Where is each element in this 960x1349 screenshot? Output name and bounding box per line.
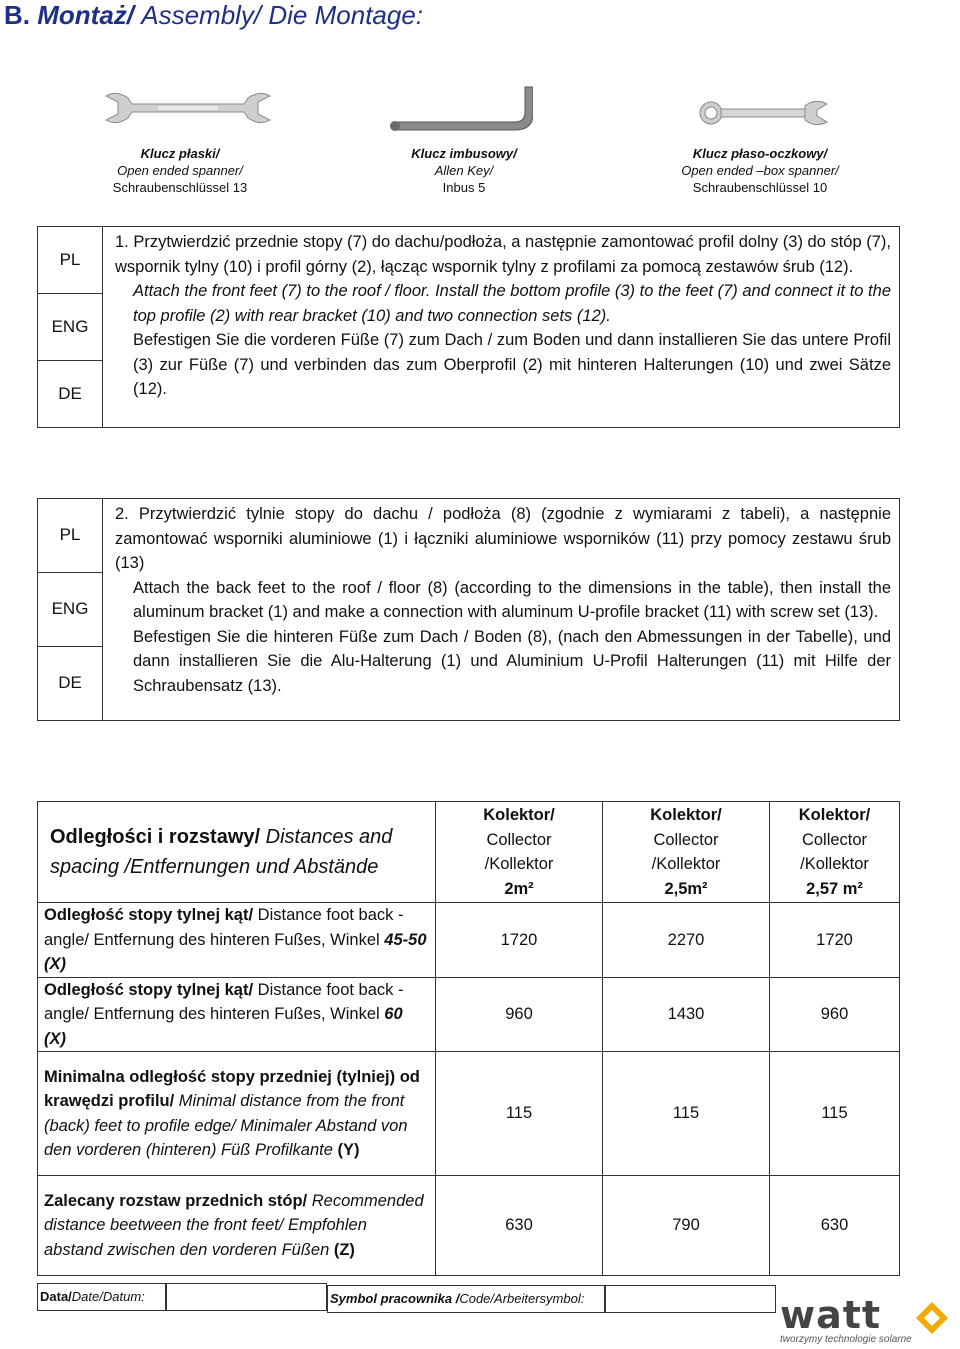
cell-value: 115 [603,1052,770,1176]
logo-tagline: tworzymy technologie solarne [780,1334,912,1345]
lang-pl: PL [38,227,103,294]
logo-word: watt [780,1293,882,1337]
cell-value: 630 [770,1176,900,1276]
step-2-text [103,499,900,721]
cell-value: 115 [436,1052,603,1176]
date-field[interactable]: Data/Date/Datum: [37,1283,167,1311]
tool-open-spanner: Klucz płaski/ Open ended spanner/ Schraubenschlüssel 13 [112,146,248,195]
tool-allen-key: Klucz imbusowy/ Allen Key/ Inbus 5 [411,146,517,195]
cell-value: 2270 [603,903,770,978]
column-header: Kolektor/ Collector /Kollektor 2,5m² [603,802,770,903]
cell-value: 1430 [603,977,770,1052]
allen-key-image [383,82,533,132]
table-row [38,903,900,978]
step-1-en: Attach the front feet (7) to the roof / floor. Install the bottom profile (3) to the feet (7) and connect it to the top profile (2) with rear bracket (10) and two connection sets (12). [133,282,891,325]
table-row [38,1176,900,1276]
table-row [38,977,900,1052]
step-2-pl: 2. Przytwierdzić tylnie stopy do dachu / podłoża (8) (zgodnie z wymiarami z tabeli), a następnie zamontować wsporniki aluminiowe (1) i łączniki aluminiowe wsporników (11) przy pomocy zestawu śrub (13) [115,505,891,572]
lang-pl: PL [38,499,103,573]
step-1-text [103,227,900,428]
table-header: Odległości i rozstawy/ Distances and spacing /Entfernungen und Abstände [38,802,436,903]
date-value-box[interactable] [165,1283,327,1311]
step-1-table [37,226,900,428]
watt-logo [780,1293,912,1345]
lang-eng: ENG [38,294,103,361]
lang-de: DE [38,361,103,428]
lang-eng: ENG [38,572,103,646]
symbol-value-box[interactable] [604,1285,776,1313]
cell-value: 630 [436,1176,603,1276]
box-spanner-image [695,98,830,128]
cell-value: 960 [436,977,603,1052]
cell-value: 1720 [770,903,900,978]
row-label: Odległość stopy tylnej kąt/ Distance foot back - angle/ Entfernung des hinteren Fußes, Winkel 45-50 (X) [38,903,436,978]
step-2-en: Attach the back feet to the roof / floor (8) (according to the dimensions in the table), then install the aluminum bracket (1) and make a connection with aluminum U-profile bracket (11) with screw set (13). [133,578,891,621]
distances-table [37,801,900,1276]
column-header: Kolektor/ Collector /Kollektor 2,57 m² [770,802,900,903]
open-ended-spanner-image [98,88,278,128]
row-label: Zalecany rozstaw przednich stóp/ Recommended distance beetween the front feet/ Empfohlen abstand zwischen den vorderen Füßen (Z) [38,1176,436,1276]
cell-value: 115 [770,1052,900,1176]
table-row [38,1052,900,1176]
page-title: B. Montaż/ Assembly/ Die Montage: [4,0,424,30]
step-2-de: Befestigen Sie die hinteren Füße zum Dach / Boden (8), (nach den Abmessungen in der Tabelle), und dann installieren Sie die Alu-Halterung (1) und Aluminium U-Profil Halterungen (11) mit Hilfe der Schraubensatz (13). [133,627,891,695]
step-1-de: Befestigen Sie die vorderen Füße (7) zum Dach / zum Boden und dann installieren Sie das untere Profil (3) zur Füße (7) und verbinden das zum Oberprofil (2) mit hinteren Halterungen (10) und zwei Sätze (12). [133,331,891,398]
sun-icon [912,1298,952,1338]
lang-de: DE [38,646,103,720]
tool-box-spanner: Klucz płaso-oczkowy/ Open ended –box spanner/ Schraubenschlüssel 10 [681,146,839,195]
symbol-field[interactable]: Symbol pracownika /Code/Arbeitersymbol: [327,1285,606,1313]
cell-value: 1720 [436,903,603,978]
column-header: Kolektor/ Collector /Kollektor 2m² [436,802,603,903]
cell-value: 790 [603,1176,770,1276]
row-label: Minimalna odległość stopy przedniej (tylniej) od krawędzi profilu/ Minimal distance from the front (back) feet to profile edge/ Minimaler Abstand von den vorderen (hinteren) Füß Profilkante (Y) [38,1052,436,1176]
step-1-pl: 1. Przytwierdzić przednie stopy (7) do dachu/podłoża, a następnie zamontować profil dolny (3) do stóp (7), wspornik tylny (10) i profil górny (2), łącząc wspornik tylny z profilami za pomocą zestawów śrub (12). [115,233,891,276]
step-2-table [37,498,900,721]
cell-value: 960 [770,977,900,1052]
row-label: Odległość stopy tylnej kąt/ Distance foot back - angle/ Entfernung des hinteren Fußes, Winkel 60 (X) [38,977,436,1052]
